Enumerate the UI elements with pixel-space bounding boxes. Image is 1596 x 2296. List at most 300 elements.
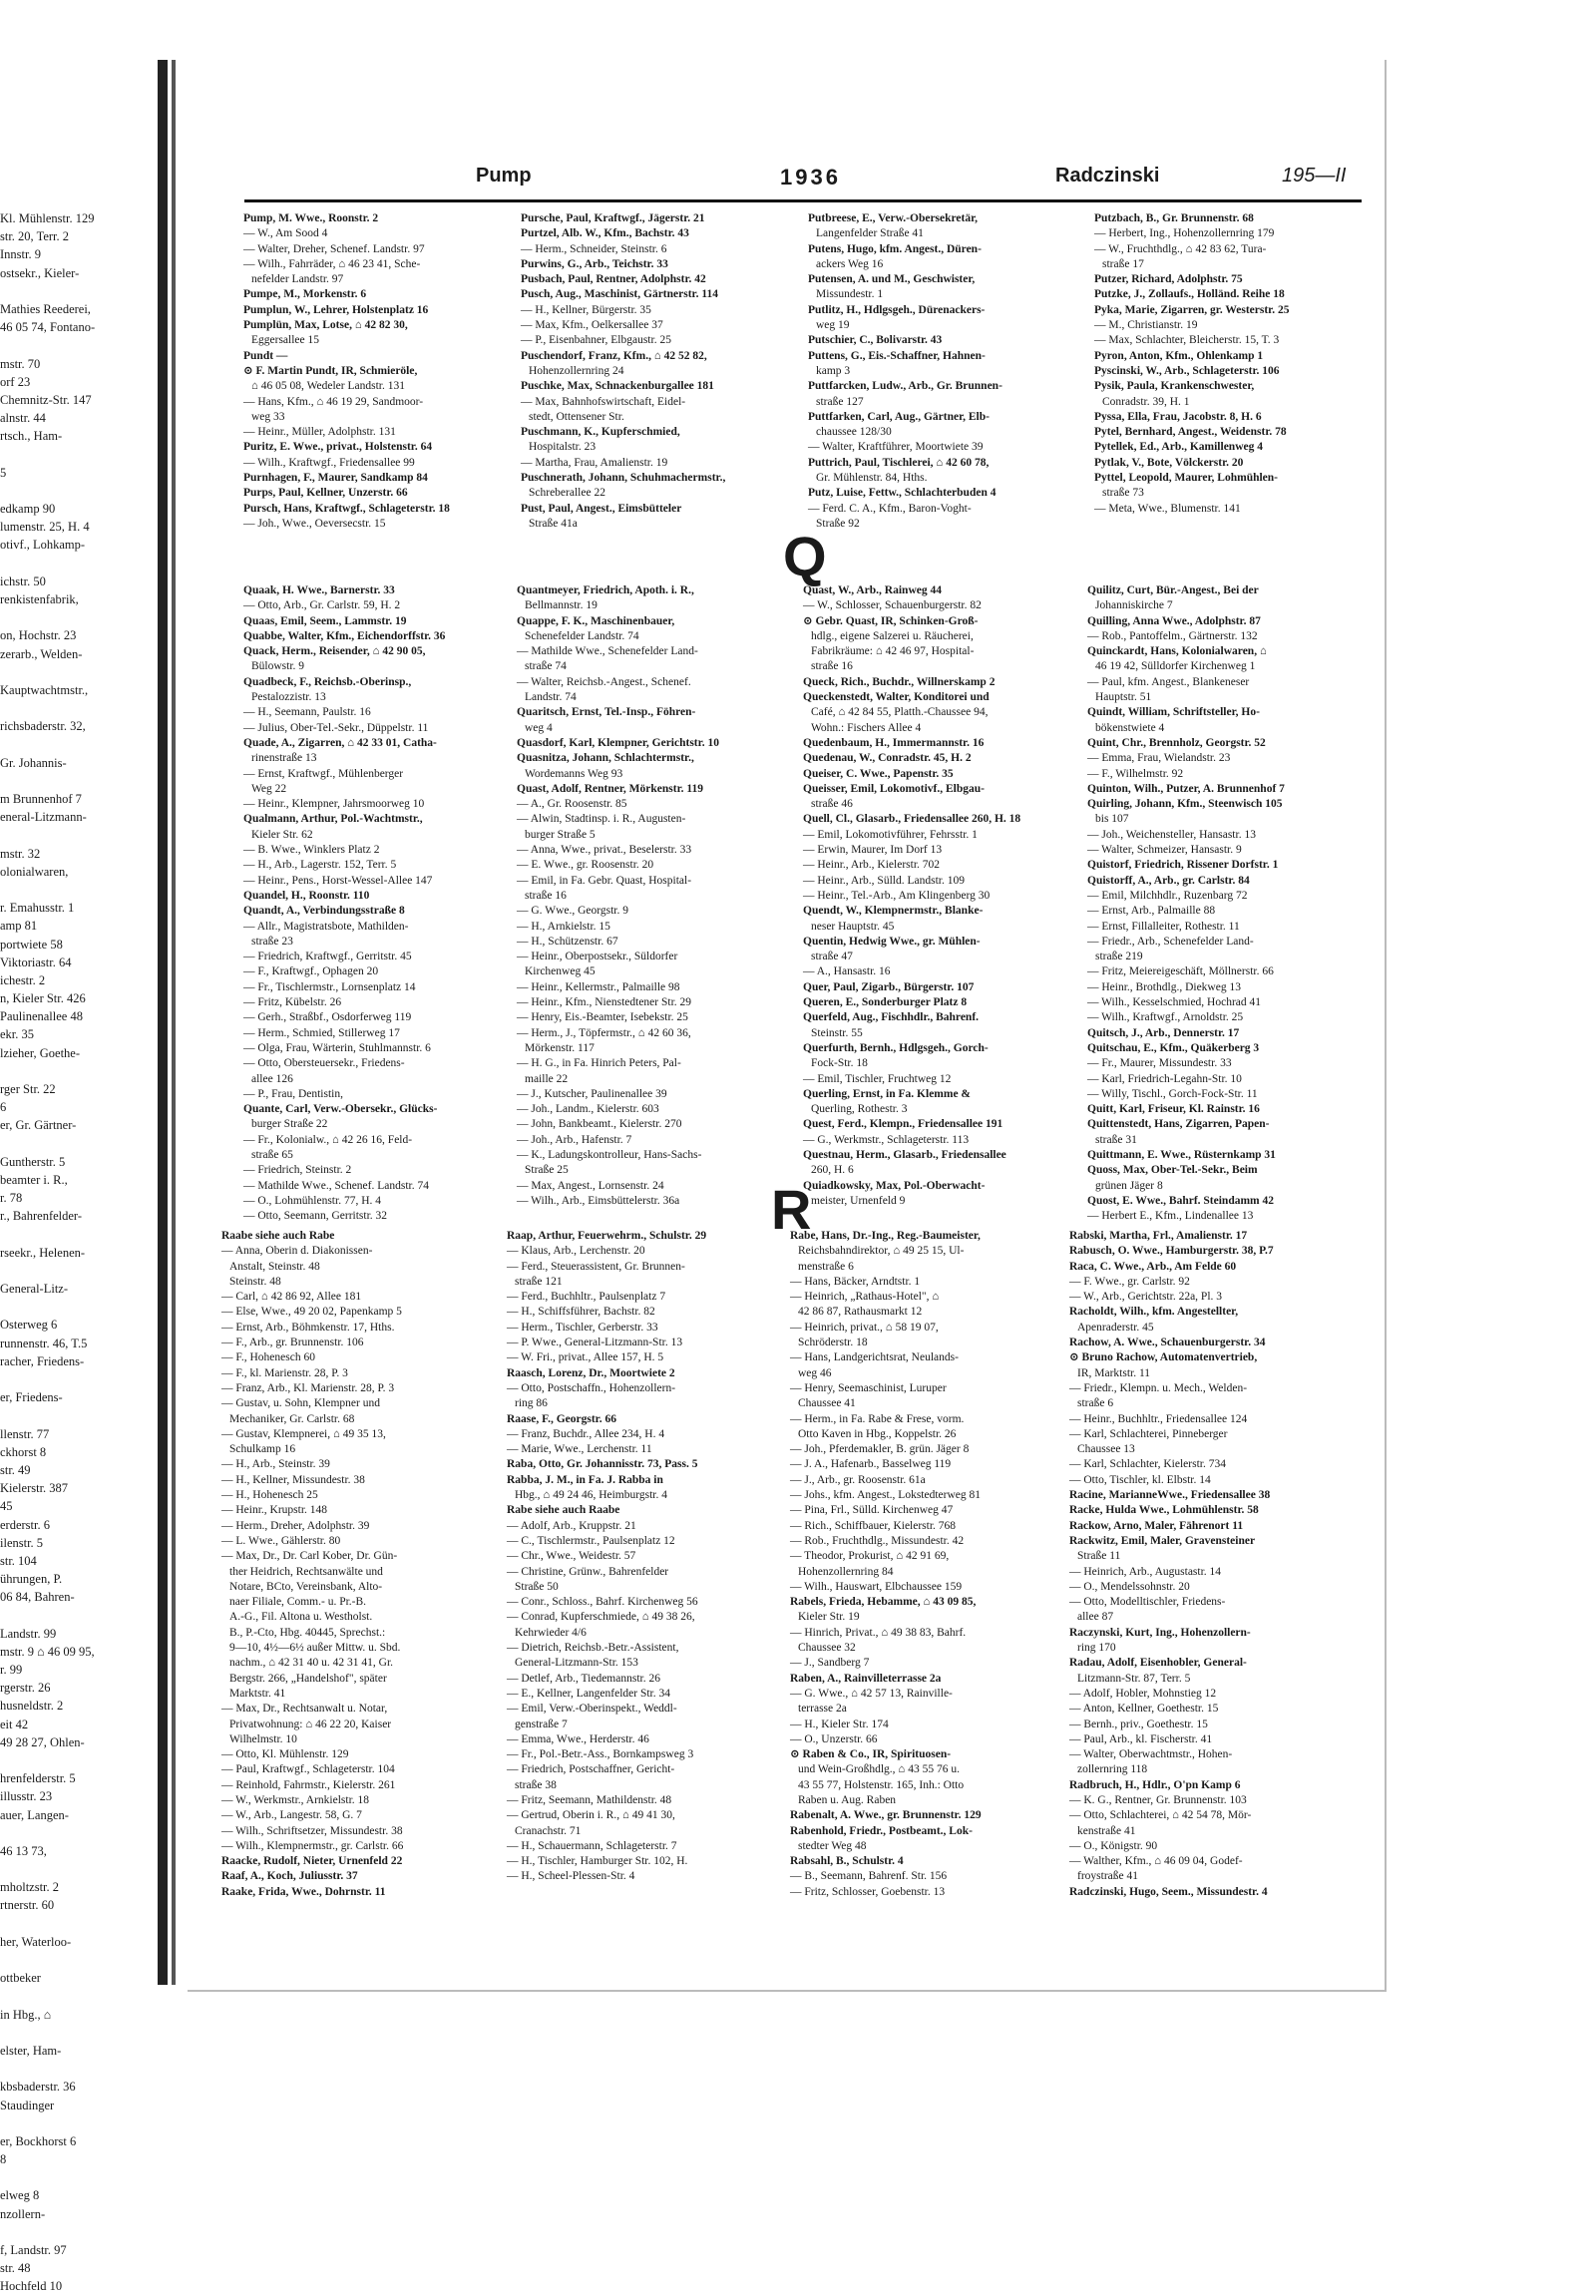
left-page-line xyxy=(0,1606,150,1624)
left-page-line: str. 104 xyxy=(0,1553,37,1568)
left-page-line: erderstr. 6 xyxy=(0,1517,50,1532)
directory-entry-line: weg 33 xyxy=(251,410,285,423)
left-page-line xyxy=(0,1824,150,1842)
directory-entry-line: Raabe siehe auch Rabe xyxy=(221,1230,335,1242)
left-page-line: r., Bahrenfelder- xyxy=(0,1209,83,1224)
directory-entry-line: — Max, Schlachter, Bleicherstr. 15, T. 3 xyxy=(1094,334,1280,347)
directory-entry-line: Hohenzollernring 84 xyxy=(798,1565,894,1578)
directory-entry-line: Pursch, Hans, Kraftwgf., Schlageterstr. 18 xyxy=(243,502,450,515)
directory-entry-line: — A., Gr. Roosenstr. 85 xyxy=(517,798,627,811)
left-page-line xyxy=(0,2060,150,2078)
directory-entry-line: — Walter, Oberwachtmstr., Hohen- xyxy=(1069,1748,1233,1761)
directory-entry-line: — H., Kellner, Bürgerstr. 35 xyxy=(521,303,651,316)
directory-entry-line: menstraße 6 xyxy=(798,1260,854,1273)
directory-entry-line: — P. Wwe., General-Litzmann-Str. 13 xyxy=(507,1337,683,1349)
left-page-line: ottbeker xyxy=(0,1971,41,1986)
directory-entry-line: bökenstwiete 4 xyxy=(1095,721,1165,734)
directory-entry-line: — Heinrich, „Rathaus-Hotel", ⌂ xyxy=(790,1291,940,1304)
left-page-line: Osterweg 6 xyxy=(0,1318,58,1333)
directory-entry-line: Hbg., ⌂ 49 24 46, Heimburgstr. 4 xyxy=(515,1489,667,1502)
directory-entry-line: Pusbach, Paul, Rentner, Adolphstr. 42 xyxy=(521,273,706,286)
directory-entry-line: Quabbe, Walter, Kfm., Eichendorffstr. 36 xyxy=(243,629,446,642)
directory-column xyxy=(1069,1229,1359,1947)
left-page-line xyxy=(0,336,150,354)
directory-entry-line: — Heinr., Arb., Kielerstr. 702 xyxy=(803,859,941,872)
left-page-line: Innstr. 9 xyxy=(0,247,41,262)
left-page-line: er, Bockhorst 6 xyxy=(0,2133,77,2148)
directory-column xyxy=(1094,211,1359,515)
directory-entry-line: — Walter, Kraftführer, Moortwiete 39 xyxy=(808,441,984,454)
directory-entry-line: Puritz, E. Wwe., privat., Holstenstr. 64 xyxy=(243,441,433,454)
directory-entry-line: weg 46 xyxy=(798,1366,832,1379)
directory-entry-line: Pyscinski, W., Arb., Schlageterstr. 106 xyxy=(1094,364,1280,377)
directory-entry-line: Quitsch, J., Arb., Dennerstr. 17 xyxy=(1087,1026,1240,1039)
directory-entry-line: — H., Arnkielstr. 15 xyxy=(517,920,610,933)
directory-entry-line: — Emil, in Fa. Gebr. Quast, Hospital- xyxy=(517,874,692,887)
left-page-line xyxy=(0,1370,150,1388)
directory-entry-line: Racke, Hulda Wwe., Lohmühlenstr. 58 xyxy=(1069,1504,1259,1517)
left-page-line: ührungen, P. xyxy=(0,1572,63,1587)
directory-entry-line: Raczynski, Kurt, Ing., Hohenzollern- xyxy=(1069,1626,1251,1639)
directory-entry-line: Bülowstr. 9 xyxy=(251,660,305,673)
directory-entry-line: Gr. Mühlenstr. 84, Hths. xyxy=(816,472,928,485)
left-page-line: llenstr. 77 xyxy=(0,1426,50,1441)
directory-entry-line: — Klaus, Arb., Lerchenstr. 20 xyxy=(507,1245,645,1258)
directory-entry-line: — Walter, Dreher, Schenef. Landstr. 97 xyxy=(243,242,425,255)
directory-entry-line: — E. Wwe., gr. Roosenstr. 20 xyxy=(517,859,654,872)
directory-entry-line: Puttens, G., Eis.-Schaffner, Hahnen- xyxy=(808,349,986,362)
directory-entry-line: General-Litzmann-Str. 153 xyxy=(515,1657,638,1670)
directory-entry-line: genstraße 7 xyxy=(515,1718,568,1730)
directory-entry-line: — Hans, Landgerichtsrat, Neulands- xyxy=(790,1351,959,1364)
directory-entry-line: — Wilh., Kesselschmied, Hochrad 41 xyxy=(1087,996,1262,1009)
directory-entry-line: — Theodor, Prokurist, ⌂ 42 91 69, xyxy=(790,1550,950,1563)
directory-entry-line: Queisser, Emil, Lokomotivf., Elbgau- xyxy=(803,782,985,795)
directory-column xyxy=(790,1229,1072,1947)
directory-entry-line: ackers Weg 16 xyxy=(816,257,884,270)
left-page-line: er, Friedens- xyxy=(0,1390,63,1405)
header-last-entry: Radczinski xyxy=(1055,165,1160,187)
directory-entry-line: — Hans, Kfm., ⌂ 46 19 29, Sandmoor- xyxy=(243,395,424,408)
directory-entry-line: Purtzel, Alb. W., Kfm., Bachstr. 43 xyxy=(521,227,689,240)
directory-entry-line: Schröderstr. 18 xyxy=(798,1337,868,1349)
directory-entry-line: Rabba, J. M., in Fa. J. Rabba in xyxy=(507,1473,663,1486)
left-page-line: mholtzstr. 2 xyxy=(0,1880,60,1895)
directory-entry-line: — O., Unzerstr. 66 xyxy=(790,1732,878,1745)
directory-entry-line: — M., Christianstr. 19 xyxy=(1094,319,1198,332)
directory-entry-line: — Herm., Schneider, Steinstr. 6 xyxy=(521,242,667,255)
left-page-line: husneldstr. 2 xyxy=(0,1699,64,1714)
directory-entry-line: — L. Wwe., Gählerstr. 80 xyxy=(221,1534,341,1547)
left-page-line: Landstr. 99 xyxy=(0,1626,57,1641)
directory-entry-line: — Julius, Ober-Tel.-Sekr., Düppelstr. 11 xyxy=(243,721,429,734)
directory-entry-line: — Mathilde Wwe., Schenefelder Land- xyxy=(517,645,698,658)
directory-entry-line: straße 17 xyxy=(1102,257,1144,270)
directory-entry-line: Pusch, Aug., Maschinist, Gärtnerstr. 114 xyxy=(521,288,718,301)
directory-entry-line: — H., Kellner, Missundestr. 38 xyxy=(221,1473,365,1486)
directory-entry-line: — W., Am Sood 4 xyxy=(243,227,328,240)
directory-entry-line: — Fr., Pol.-Betr.-Ass., Bornkampsweg 3 xyxy=(507,1748,694,1761)
directory-entry-line: — Adolf, Arb., Kruppstr. 21 xyxy=(507,1519,636,1532)
directory-entry-line: Purps, Paul, Kellner, Unzerstr. 66 xyxy=(243,487,408,500)
directory-entry-line: — F. Wwe., gr. Carlstr. 92 xyxy=(1069,1275,1190,1288)
left-page-line: str. 20, Terr. 2 xyxy=(0,229,70,244)
left-page-line: auer, Langen- xyxy=(0,1807,69,1822)
left-page-line: 49 28 27, Ohlen- xyxy=(0,1734,85,1749)
directory-entry-line: Litzmann-Str. 87, Terr. 5 xyxy=(1077,1672,1191,1685)
directory-entry-line: chaussee 128/30 xyxy=(816,426,892,439)
directory-entry-line: Quint, Chr., Brennholz, Georgstr. 52 xyxy=(1087,736,1266,749)
directory-entry-line: rinenstraße 13 xyxy=(251,752,317,765)
directory-entry-line: — G. Wwe., ⌂ 42 57 13, Rainville- xyxy=(790,1687,953,1700)
directory-entry-line: — Heinr., Arb., Sülld. Landstr. 109 xyxy=(803,874,965,887)
directory-entry-line: — Rob., Fruchthdlg., Missundestr. 42 xyxy=(790,1534,965,1547)
directory-entry-line: — Gustav, Klempnerei, ⌂ 49 35 13, xyxy=(221,1427,386,1440)
directory-entry-line: IR, Marktstr. 11 xyxy=(1077,1366,1151,1379)
directory-entry-line: — Anna, Wwe., privat., Beselerstr. 33 xyxy=(517,844,692,857)
directory-entry-line: — Bernh., priv., Goethestr. 15 xyxy=(1069,1718,1208,1730)
directory-entry-line: 9—10, 4½—6½ außer Mittw. u. Sbd. xyxy=(229,1642,401,1655)
left-page-line: illusstr. 23 xyxy=(0,1789,53,1804)
left-page-line: str. 48 xyxy=(0,2261,31,2276)
directory-column xyxy=(507,1229,789,1947)
directory-entry-line: Quirling, Johann, Kfm., Steenwisch 105 xyxy=(1087,798,1283,811)
directory-entry-line: ⊙ Bruno Rachow, Automatenvertrieb, xyxy=(1069,1351,1258,1364)
directory-entry-line: Rabenhold, Friedr., Postbeamt., Lok- xyxy=(790,1824,973,1837)
left-page-line: Mathies Reederei, xyxy=(0,301,91,316)
left-page-line xyxy=(0,2223,150,2241)
directory-entry-line: — Fr., Maurer, Missundestr. 33 xyxy=(1087,1057,1232,1070)
directory-entry-line: — Heinr., Brothdlg., Diekweg 13 xyxy=(1087,980,1241,993)
directory-entry-line: Puttfarcken, Ludw., Arb., Gr. Brunnen- xyxy=(808,380,1002,393)
directory-entry-line: — Otto, Kl. Mühlenstr. 129 xyxy=(221,1748,349,1761)
directory-entry-line: — Wilh., Schriftsetzer, Missundestr. 38 xyxy=(221,1824,403,1837)
directory-entry-line: — Heinr., Buchhltr., Friedensallee 124 xyxy=(1069,1412,1248,1425)
directory-entry-line: — F., Wilhelmstr. 92 xyxy=(1087,767,1184,780)
directory-entry-line: — Emma, Frau, Wielandstr. 23 xyxy=(1087,752,1231,765)
directory-entry-line: Quaas, Emil, Seem., Lammstr. 19 xyxy=(243,614,407,627)
directory-entry-line: straße 219 xyxy=(1095,951,1143,963)
directory-entry-line: Pysik, Paula, Krankenschwester, xyxy=(1094,380,1255,393)
directory-entry-line: Raben u. Aug. Raben xyxy=(798,1793,897,1806)
directory-entry-line: Quadbeck, F., Reichsb.-Oberinsp., xyxy=(243,675,412,688)
directory-entry-line: — Alwin, Stadtinsp. i. R., Augusten- xyxy=(517,813,686,826)
directory-entry-line: Putzer, Richard, Adolphstr. 75 xyxy=(1094,273,1243,286)
directory-entry-line: Apenraderstr. 45 xyxy=(1077,1321,1154,1334)
left-page-line xyxy=(0,1135,150,1153)
directory-entry-line: — Wilh., Arb., Eimsbüttelerstr. 36a xyxy=(517,1194,680,1207)
directory-entry-line: — Rich., Schiffbauer, Kielerstr. 768 xyxy=(790,1519,957,1532)
left-page-line xyxy=(0,2168,150,2186)
directory-entry-line: — H., Arb., Lagerstr. 152, Terr. 5 xyxy=(243,859,397,872)
directory-entry-line: — Ferd. C. A., Kfm., Baron-Voght- xyxy=(808,502,972,515)
directory-entry-line: Quandel, H., Roonstr. 110 xyxy=(243,889,370,902)
directory-entry-line: — Emil, Lokomotivführer, Fehrsstr. 1 xyxy=(803,828,978,841)
directory-entry-line: — H., Hohenesch 25 xyxy=(221,1489,318,1502)
directory-entry-line: Quedenbaum, H., Immermannstr. 16 xyxy=(803,736,985,749)
directory-entry-line: Puschke, Max, Schnackenburgallee 181 xyxy=(521,380,714,393)
directory-entry-line: — Ferd., Steuerassistent, Gr. Brunnen- xyxy=(507,1260,685,1273)
directory-entry-line: — Ernst, Arb., Palmaille 88 xyxy=(1087,905,1216,918)
directory-entry-line: Pyron, Anton, Kfm., Ohlenkamp 1 xyxy=(1094,349,1264,362)
directory-entry-line: — Walter, Reichsb.-Angest., Schenef. xyxy=(517,675,691,688)
directory-entry-line: und Wein-Großhdlg., ⌂ 43 55 76 u. xyxy=(798,1763,960,1776)
directory-entry-line: — Max, Kfm., Oelkersallee 37 xyxy=(521,319,663,332)
directory-entry-line: Chaussee 32 xyxy=(798,1642,856,1655)
directory-entry-line: — F., Kraftwgf., Ophagen 20 xyxy=(243,965,379,978)
directory-entry-line: ring 86 xyxy=(515,1397,548,1410)
left-page-line: r. 78 xyxy=(0,1191,23,1206)
directory-entry-line: Missundestr. 1 xyxy=(816,288,884,301)
directory-column xyxy=(808,211,1082,530)
directory-entry-line: allee 126 xyxy=(251,1072,293,1085)
directory-entry-line: — Rob., Pantoffelm., Gärtnerstr. 132 xyxy=(1087,629,1258,642)
directory-entry-line: Putzke, J., Zollaufs., Holländ. Reihe 18 xyxy=(1094,288,1285,301)
directory-entry-line: — Hans, Bäcker, Arndtstr. 1 xyxy=(790,1275,921,1288)
directory-entry-line: Quitt, Karl, Friseur, Kl. Rainstr. 16 xyxy=(1087,1103,1260,1116)
directory-entry-line: Racholdt, Wilh., kfm. Angestellter, xyxy=(1069,1306,1239,1319)
directory-entry-line: — H., Schützenstr. 67 xyxy=(517,935,618,948)
directory-entry-line: — Herm., Tischler, Gerberstr. 33 xyxy=(507,1321,658,1334)
directory-entry-line: Weg 22 xyxy=(251,782,287,795)
directory-entry-line: — Ernst, Arb., Böhmkenstr. 17, Hths. xyxy=(221,1321,395,1334)
directory-entry-line: Quoss, Max, Ober-Tel.-Sekr., Beim xyxy=(1087,1164,1258,1177)
directory-entry-line: — H., Scheel-Plessen-Str. 4 xyxy=(507,1870,635,1883)
directory-entry-line: — Heinr., Kfm., Nienstedtener Str. 29 xyxy=(517,996,692,1009)
directory-entry-line: Quittenstedt, Hans, Zigarren, Papen- xyxy=(1087,1118,1270,1131)
directory-entry-line: — Reinhold, Fahrmstr., Kielerstr. 261 xyxy=(221,1778,396,1791)
left-page-line: 5 xyxy=(0,465,7,480)
directory-entry-line: — Herbert, Ing., Hohenzollernring 179 xyxy=(1094,227,1275,240)
directory-entry-line: Quistorf, Friedrich, Rissener Dorfstr. 1 xyxy=(1087,859,1279,872)
left-page-line: ilenstr. 5 xyxy=(0,1535,44,1550)
directory-entry-line: froystraße 41 xyxy=(1077,1870,1138,1883)
directory-entry-line: — Gustav, u. Sohn, Klempner und xyxy=(221,1397,380,1410)
directory-entry-line: — Fritz, Kübelstr. 26 xyxy=(243,996,342,1009)
directory-column xyxy=(1087,583,1359,1247)
left-page-line: rtsch., Ham- xyxy=(0,429,63,444)
directory-entry-line: Raacke, Rudolf, Nieter, Urnenfeld 22 xyxy=(221,1855,403,1868)
directory-entry-line: Quell, Cl., Glasarb., Friedensallee 260, H. 18 xyxy=(803,813,1021,826)
directory-entry-line: — H., Schiffsführer, Bachstr. 82 xyxy=(507,1306,655,1319)
left-page-line: orf 23 xyxy=(0,374,31,389)
directory-entry-line: Raca, C. Wwe., Arb., Am Felde 60 xyxy=(1069,1260,1237,1273)
left-page-line: rseekr., Helenen- xyxy=(0,1245,86,1260)
directory-entry-line: — Max, Dr., Rechtsanwalt u. Notar, xyxy=(221,1703,388,1716)
directory-entry-line: 46 19 42, Sülldorfer Kirchenweg 1 xyxy=(1095,660,1256,673)
directory-entry-line: — Willy, Tischl., Gorch-Fock-Str. 11 xyxy=(1087,1087,1258,1100)
left-page-line: hrenfelderstr. 5 xyxy=(0,1771,76,1786)
left-page-line: n, Kieler Str. 426 xyxy=(0,991,86,1006)
left-page-line: r. Emahusstr. 1 xyxy=(0,901,75,916)
directory-entry-line: Quinton, Wilh., Putzer, A. Brunnenhof 7 xyxy=(1087,782,1285,795)
left-page-line: Kl. Mühlenstr. 129 xyxy=(0,211,95,225)
directory-entry-line: — F., Arb., gr. Brunnenstr. 106 xyxy=(221,1337,364,1349)
directory-entry-line: Hauptstr. 51 xyxy=(1095,691,1152,704)
directory-entry-line: — H., Kieler Str. 174 xyxy=(790,1718,889,1730)
directory-entry-line: — Paul, kfm. Angest., Blankeneser xyxy=(1087,675,1250,688)
directory-entry-line: — Gertrud, Oberin i. R., ⌂ 49 41 30, xyxy=(507,1809,675,1822)
directory-entry-line: grünen Jäger 8 xyxy=(1095,1179,1163,1192)
directory-entry-line: Quante, Carl, Verw.-Obersekr., Glücks- xyxy=(243,1103,438,1116)
directory-entry-line: — Otto, Schlachterei, ⌂ 42 54 78, Mör- xyxy=(1069,1809,1252,1822)
directory-entry-line: Fock-Str. 18 xyxy=(811,1057,868,1070)
left-page-line: in Hbg., ⌂ xyxy=(0,2007,52,2022)
left-page-line xyxy=(0,1987,150,2005)
directory-entry-line: Raase, F., Georgstr. 66 xyxy=(507,1412,616,1425)
directory-entry-line: Quilitz, Curt, Bür.-Angest., Bei der xyxy=(1087,584,1259,596)
directory-entry-line: Quer, Paul, Zigarb., Bürgerstr. 107 xyxy=(803,980,975,993)
directory-entry-line: Pestalozzistr. 13 xyxy=(251,691,326,704)
directory-entry-line: — Ernst, Fillalleiter, Rothestr. 11 xyxy=(1087,920,1240,933)
left-page-line xyxy=(0,735,150,753)
directory-entry-line: Queren, E., Sonderburger Platz 8 xyxy=(803,996,968,1009)
directory-entry-line: Queckenstedt, Walter, Konditorei und xyxy=(803,691,990,704)
directory-entry-line: Radczinski, Hugo, Seem., Missundestr. 4 xyxy=(1069,1885,1268,1898)
directory-entry-line: Rabe siehe auch Raabe xyxy=(507,1504,620,1517)
directory-entry-line: Pyssa, Ella, Frau, Jacobstr. 8, H. 6 xyxy=(1094,410,1262,423)
directory-entry-line: — K. G., Rentner, Gr. Brunnenstr. 103 xyxy=(1069,1793,1247,1806)
directory-entry-line: Straße 92 xyxy=(816,517,860,530)
left-page-line xyxy=(0,2024,150,2042)
directory-entry-line: — Heinr., Kellermstr., Palmaille 98 xyxy=(517,980,680,993)
directory-entry-line: straße 38 xyxy=(515,1778,557,1791)
directory-entry-line: — H., Schauermann, Schlageterstr. 7 xyxy=(507,1839,677,1852)
directory-entry-line: — Else, Wwe., 49 20 02, Papenkamp 5 xyxy=(221,1306,402,1319)
directory-entry-line: — Fritz, Meiereigeschäft, Möllnerstr. 66 xyxy=(1087,965,1274,978)
directory-entry-line: straße 6 xyxy=(1077,1397,1114,1410)
left-page-line: ostsekr., Kieler- xyxy=(0,265,80,280)
section-letter-r: R xyxy=(771,1178,812,1241)
directory-entry-line: Purnhagen, F., Maurer, Sandkamp 84 xyxy=(243,472,428,485)
left-page-line: amp 81 xyxy=(0,919,38,934)
left-page-line xyxy=(0,2114,150,2132)
directory-entry-line: — G. Wwe., Georgstr. 9 xyxy=(517,905,629,918)
directory-entry-line: straße 47 xyxy=(811,951,853,963)
directory-entry-line: Quentin, Hedwig Wwe., gr. Mühlen- xyxy=(803,935,981,948)
left-page-line: 45 xyxy=(0,1499,13,1514)
directory-entry-line: bis 107 xyxy=(1095,813,1129,826)
directory-entry-line: — Henry, Eis.-Beamter, Isebekstr. 25 xyxy=(517,1011,688,1024)
directory-entry-line: Kieler Str. 19 xyxy=(798,1611,860,1624)
directory-entry-line: — Otto, Modelltischler, Friedens- xyxy=(1069,1596,1226,1609)
directory-entry-line: Putlitz, H., Hdlgsgeh., Dürenackers- xyxy=(808,303,986,316)
directory-entry-line: Puschnerath, Johann, Schuhmachermstr., xyxy=(521,472,726,485)
directory-entry-line: — Herbert E., Kfm., Lindenallee 13 xyxy=(1087,1210,1254,1223)
left-page-line xyxy=(0,1298,150,1316)
left-page-line: r. 99 xyxy=(0,1663,23,1677)
directory-entry-line: — E., Kellner, Langenfelder Str. 34 xyxy=(507,1687,671,1700)
directory-entry-line: Quiadkowsky, Max, Pol.-Oberwacht- xyxy=(803,1179,986,1192)
directory-entry-line: Chaussee 13 xyxy=(1077,1443,1135,1456)
directory-entry-line: — Herm., Schmied, Stillerweg 17 xyxy=(243,1026,400,1039)
directory-entry-line: — Otto, Seemann, Gerritstr. 32 xyxy=(243,1210,388,1223)
directory-entry-line: Raben, A., Rainvilleterrasse 2a xyxy=(790,1672,942,1685)
directory-entry-line: Eggersallee 15 xyxy=(251,334,320,347)
directory-entry-line: Rabe, Hans, Dr.-Ing., Reg.-Baumeister, xyxy=(790,1230,981,1242)
directory-entry-line: Putschier, C., Bolivarstr. 43 xyxy=(808,334,943,347)
directory-entry-line: — F., kl. Marienstr. 28, P. 3 xyxy=(221,1366,348,1379)
left-page-line: 6 xyxy=(0,1100,7,1115)
directory-entry-line: — Joh., Weichensteller, Hansastr. 13 xyxy=(1087,828,1256,841)
directory-entry-line: Quost, E. Wwe., Bahrf. Steindamm 42 xyxy=(1087,1194,1274,1207)
left-page-line: mstr. 32 xyxy=(0,846,41,861)
left-page-line: eit 42 xyxy=(0,1717,29,1731)
page-number: 195—II xyxy=(1282,165,1347,187)
directory-entry-line: — Karl, Schlachterei, Pinneberger xyxy=(1069,1427,1228,1440)
directory-entry-line: Fabrikräume: ⌂ 42 46 97, Hospital- xyxy=(811,645,975,658)
directory-entry-line: 43 55 77, Holstenstr. 165, Inh.: Otto xyxy=(798,1778,965,1791)
left-page-line: lzieher, Goethe- xyxy=(0,1045,81,1060)
directory-entry-line: burger Straße 5 xyxy=(525,828,596,841)
directory-entry-line: Raap, Arthur, Feuerwehrm., Schulstr. 29 xyxy=(507,1230,707,1242)
directory-entry-line: Steinstr. 55 xyxy=(811,1026,863,1039)
directory-entry-line: — Ferd., Buchhltr., Paulsenplatz 7 xyxy=(507,1291,666,1304)
directory-entry-line: — O., Mendelssohnstr. 20 xyxy=(1069,1580,1190,1593)
directory-column xyxy=(243,583,521,1247)
directory-entry-line: Otto Kaven in Hbg., Koppelstr. 26 xyxy=(798,1427,957,1440)
page-header xyxy=(244,165,1362,204)
directory-entry-line: — Chr., Wwe., Weidestr. 57 xyxy=(507,1550,636,1563)
directory-entry-line: — Joh., Landm., Kielerstr. 603 xyxy=(517,1103,659,1116)
left-page-line: beamter i. R., xyxy=(0,1172,68,1187)
directory-entry-line: Café, ⌂ 42 84 55, Platth.-Chaussee 94, xyxy=(811,706,989,719)
directory-entry-line: Kirchenweg 45 xyxy=(525,965,596,978)
left-page-line: portwiete 58 xyxy=(0,937,63,952)
directory-entry-line: Cranachstr. 71 xyxy=(515,1824,582,1837)
directory-entry-line: — Detlef, Arb., Tiedemannstr. 26 xyxy=(507,1672,660,1685)
directory-entry-line: — Meta, Wwe., Blumenstr. 141 xyxy=(1094,502,1241,515)
directory-entry-line: — H. G., in Fa. Hinrich Peters, Pal- xyxy=(517,1057,681,1070)
directory-entry-line: straße 65 xyxy=(251,1148,293,1161)
left-page-line xyxy=(0,1951,150,1969)
directory-entry-line: Quappe, F. K., Maschinenbauer, xyxy=(517,614,675,627)
directory-entry-line: straße 23 xyxy=(251,935,293,948)
directory-entry-line: Hohenzollernring 24 xyxy=(529,364,624,377)
directory-entry-line: Johanniskirche 7 xyxy=(1095,599,1173,612)
directory-entry-line: Mechaniker, Gr. Carlstr. 68 xyxy=(229,1412,355,1425)
directory-entry-line: — W. Fri., privat., Allee 157, H. 5 xyxy=(507,1351,664,1364)
directory-entry-line: — O., Lohmühlenstr. 77, H. 4 xyxy=(243,1194,381,1207)
directory-entry-line: — Heinr., Pens., Horst-Wessel-Allee 147 xyxy=(243,874,433,887)
directory-entry-line: — Otto, Postschaffn., Hohenzollern- xyxy=(507,1381,676,1394)
directory-entry-line: nefelder Landstr. 97 xyxy=(251,273,344,286)
left-page-line xyxy=(0,445,150,463)
directory-entry-line: — Heinrich, Arb., Augustastr. 14 xyxy=(1069,1565,1222,1578)
directory-entry-line: Marktstr. 41 xyxy=(229,1687,286,1700)
directory-entry-line: Kehrwieder 4/6 xyxy=(515,1626,587,1639)
directory-entry-line: Notare, BCto, Vereinsbank, Alto- xyxy=(229,1580,383,1593)
directory-entry-line: Schulkamp 16 xyxy=(229,1443,296,1456)
directory-entry-line: Rachow, A. Wwe., Schauenburgerstr. 34 xyxy=(1069,1337,1266,1349)
left-page-line xyxy=(0,1915,150,1933)
left-page-line: 46 13 73, xyxy=(0,1843,47,1858)
directory-entry-line: — John, Bankbeamt., Kielerstr. 270 xyxy=(517,1118,682,1131)
directory-entry-line: Straße 11 xyxy=(1077,1550,1121,1563)
directory-entry-line: straße 121 xyxy=(515,1275,563,1288)
left-page-line: elweg 8 xyxy=(0,2188,40,2203)
directory-entry-line: Putens, Hugo, kfm. Angest., Düren- xyxy=(808,242,982,255)
directory-entry-line: Rackwitz, Emil, Maler, Gravensteiner xyxy=(1069,1534,1256,1547)
directory-entry-line: Pytellek, Ed., Arb., Kamillenweg 4 xyxy=(1094,441,1263,454)
directory-entry-line: — Anton, Kellner, Goethestr. 15 xyxy=(1069,1703,1219,1716)
directory-entry-line: — Otto, Arb., Gr. Carlstr. 59, H. 2 xyxy=(243,599,401,612)
directory-entry-line: Quandt, A., Verbindungsstraße 8 xyxy=(243,905,405,918)
left-page-line: m Brunnenhof 7 xyxy=(0,792,82,806)
left-page-line: edkamp 90 xyxy=(0,502,56,516)
directory-column xyxy=(803,583,1080,1247)
directory-entry-line: — Emil, Verw.-Oberinspekt., Weddl- xyxy=(507,1703,677,1716)
